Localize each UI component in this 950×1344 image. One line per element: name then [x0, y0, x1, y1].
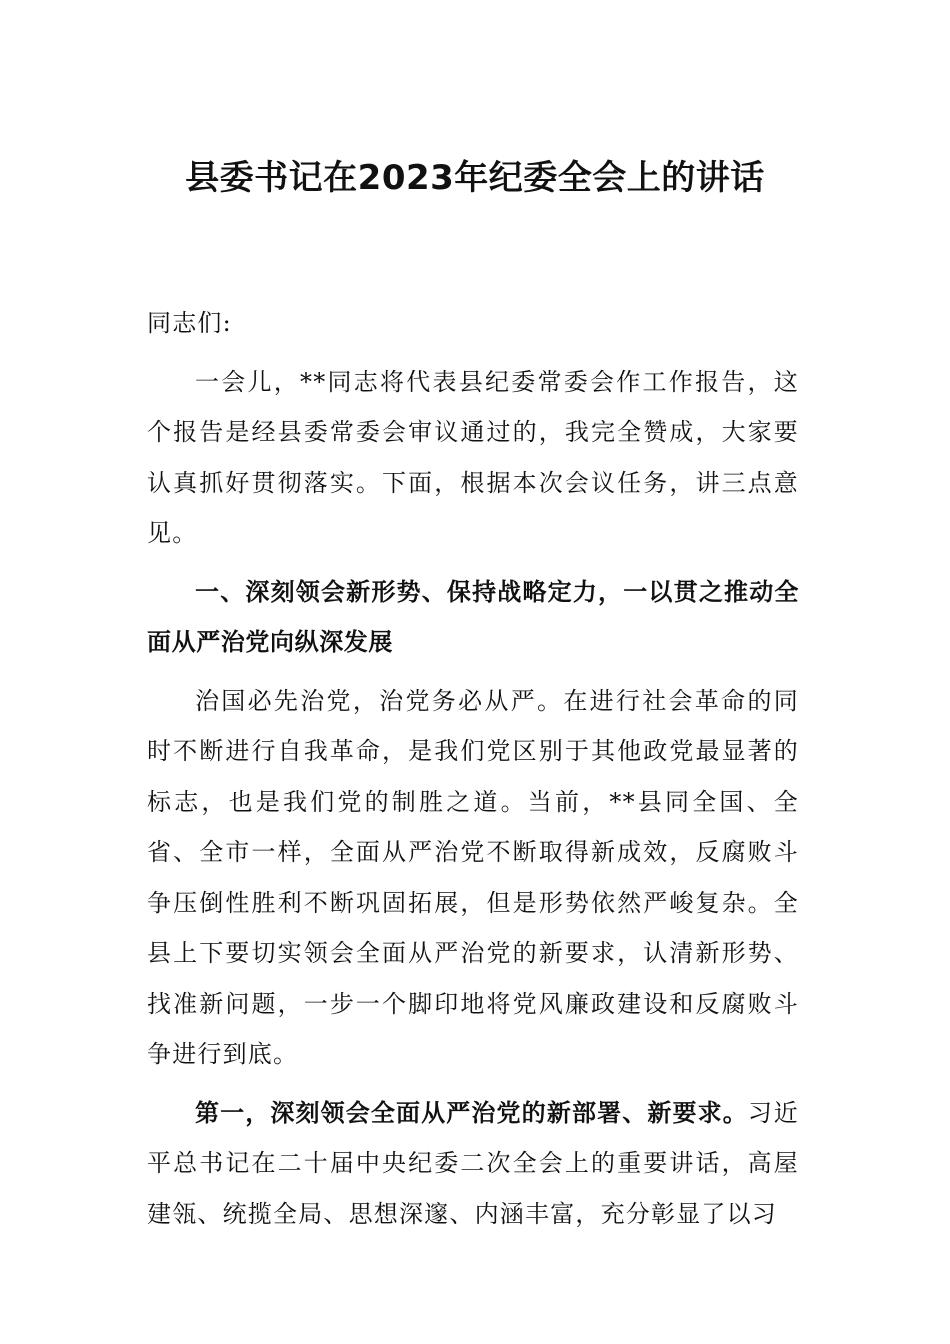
point-1-text: 习近平总书记在二十届中央纪委二次全会上的重要讲话，高屋建瓴、统揽全局、思想深邃、内涵丰富，充分彰显了以习 — [147, 1098, 799, 1228]
point-1-lead: 第一，深刻领会全面从严治党的新部署、新要求。 — [195, 1098, 748, 1127]
point-1-paragraph — [147, 1088, 799, 1240]
intro-paragraph: 一会儿，**同志将代表县纪委常委会作工作报告，这个报告是经县委常委会审议通过的，我完全赞成，大家要认真抓好贯彻落实。下面，根据本次会议任务，讲三点意见。 — [147, 367, 799, 547]
document-body — [147, 298, 799, 1239]
section-1-paragraph: 治国必先治党，治党务必从严。在进行社会革命的同时不断进行自我革命，是我们党区别于其他政党最显著的标志，也是我们党的制胜之道。当前，**县同全国、全省、全市一样，全面从严治党不断取得新成效，反腐败斗争压倒性胜利不断巩固拓展，但是形势依然严峻复杂。全县上下要切实领会全面从严治党的新要求，认清新形势、找准新问题，一步一个脚印地将党风廉政建设和反腐败斗争进行到底。 — [147, 686, 799, 1068]
salutation: 同志们: — [147, 309, 232, 337]
document-title: 县委书记在2023年纪委全会上的讲话 — [185, 158, 765, 198]
section-heading-1: 一、深刻领会新形势、保持战略定力，一以贯之推动全面从严治党向纵深发展 — [147, 577, 799, 656]
